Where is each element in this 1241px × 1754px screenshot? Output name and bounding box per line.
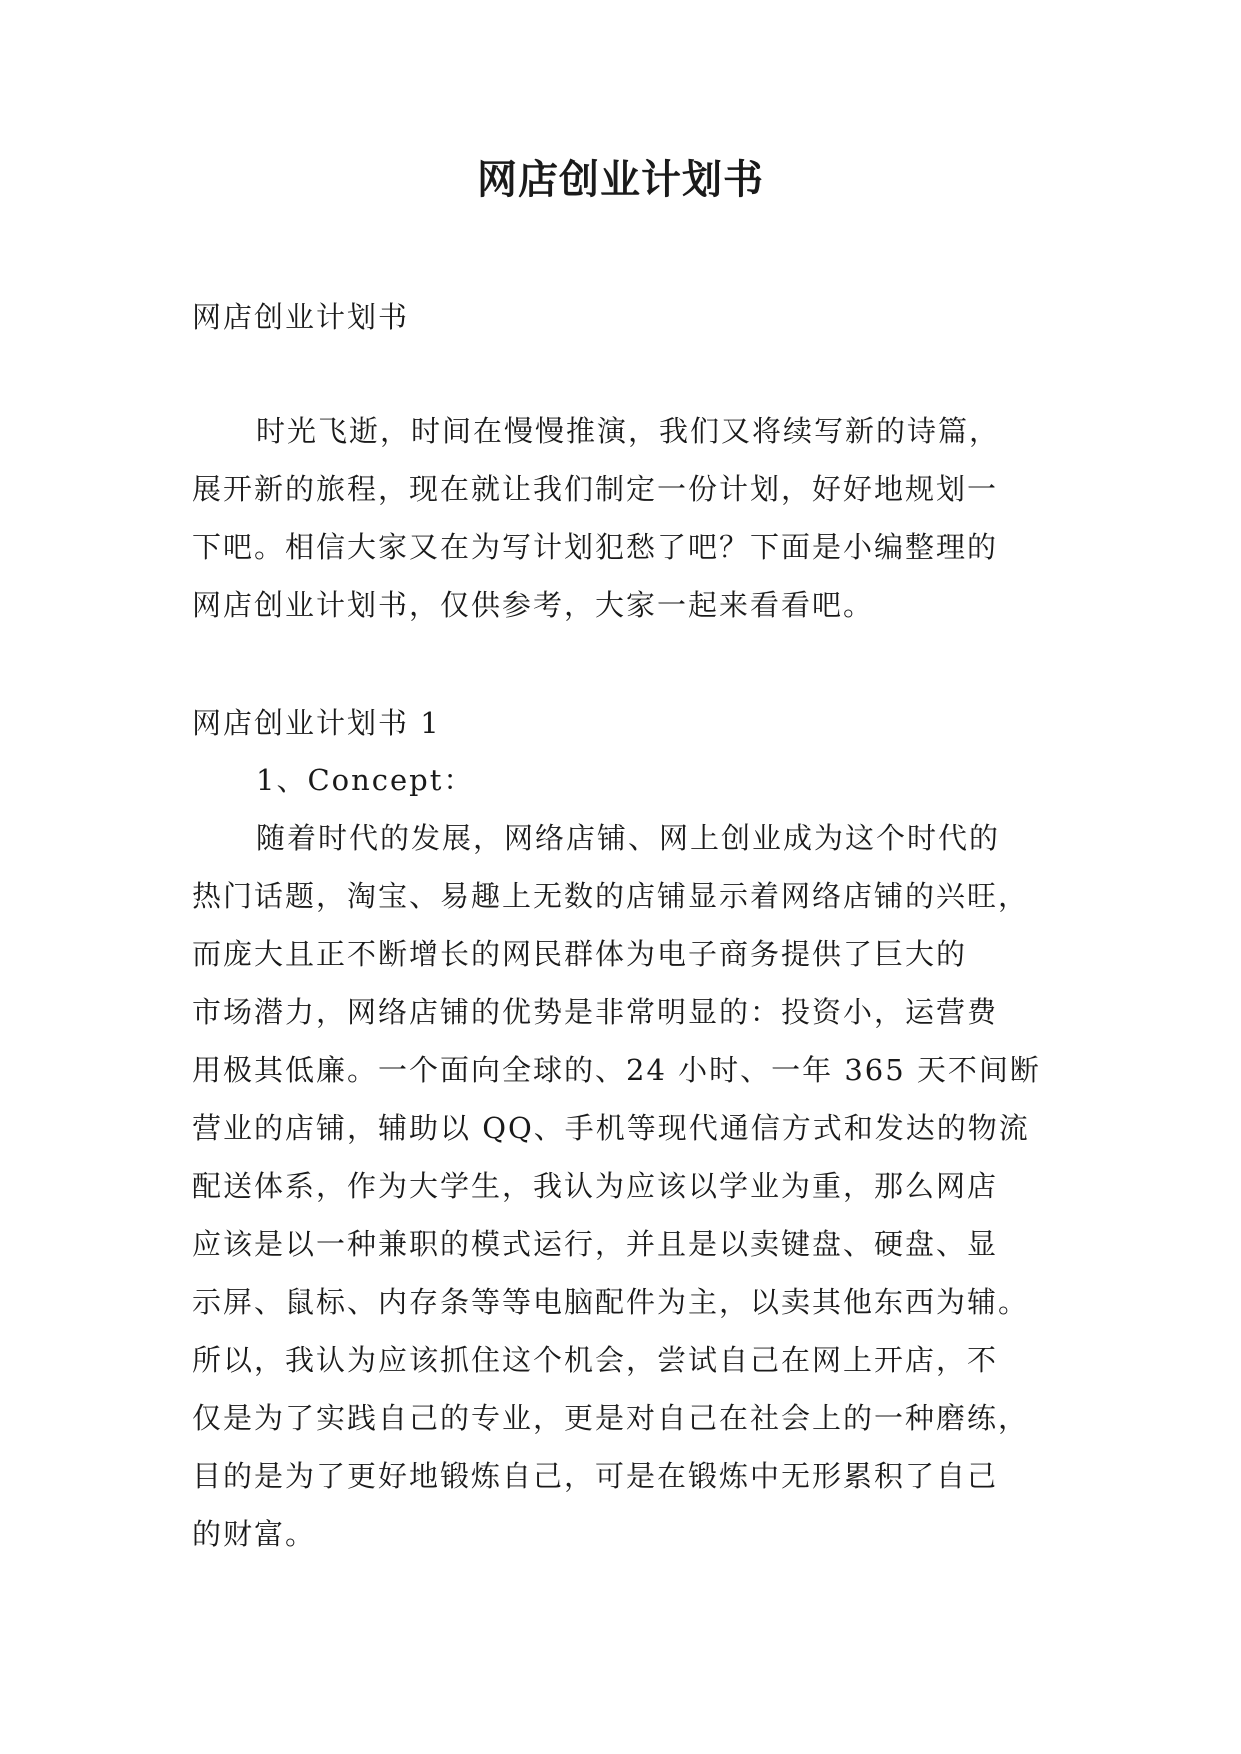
intro-line: 下吧。相信大家又在为写计划犯愁了吧？下面是小编整理的 (192, 530, 999, 564)
concept-line: 而庞大且正不断增长的网民群体为电子商务提供了巨大的 (192, 937, 968, 971)
concept-line: 热门话题，淘宝、易趣上无数的店铺显示着网络店铺的兴旺， (192, 879, 1030, 913)
concept-line: 仅是为了实践自己的专业，更是对自己在社会上的一种磨练， (192, 1401, 1030, 1435)
document-title: 网店创业计划书 (477, 157, 764, 203)
concept-line: 营业的店铺，辅助以 QQ、手机等现代通信方式和发达的物流 (192, 1111, 1030, 1145)
intro-line: 网店创业计划书，仅供参考，大家一起来看看吧。 (192, 588, 875, 622)
intro-line: 展开新的旅程，现在就让我们制定一份计划，好好地规划一 (192, 472, 999, 506)
concept-line: 市场潜力，网络店铺的优势是非常明显的：投资小，运营费 (192, 995, 999, 1029)
document-subtitle: 网店创业计划书 (192, 300, 410, 334)
concept-line: 配送体系，作为大学生，我认为应该以学业为重，那么网店 (192, 1169, 999, 1203)
concept-line: 示屏、鼠标、内存条等等电脑配件为主，以卖其他东西为辅。 (192, 1285, 1030, 1319)
concept-line: 的财富。 (192, 1517, 317, 1551)
section-heading: 网店创业计划书 1 (192, 706, 441, 740)
intro-paragraph (192, 402, 1060, 634)
concept-line: 所以，我认为应该抓住这个机会，尝试自己在网上开店，不 (192, 1343, 999, 1377)
concept-line: 随着时代的发展，网络店铺、网上创业成为这个时代的 (256, 821, 1001, 855)
concept-heading: 1、Concept： (256, 763, 475, 797)
concept-line: 用极其低廉。一个面向全球的、24 小时、一年 365 天不间断 (192, 1053, 1041, 1087)
concept-line: 应该是以一种兼职的模式运行，并且是以卖键盘、硬盘、显 (192, 1227, 999, 1261)
concept-section (192, 751, 1060, 1563)
concept-line: 目的是为了更好地锻炼自己，可是在锻炼中无形累积了自己 (192, 1459, 999, 1493)
intro-line: 时光飞逝，时间在慢慢推演，我们又将续写新的诗篇， (256, 414, 1001, 448)
